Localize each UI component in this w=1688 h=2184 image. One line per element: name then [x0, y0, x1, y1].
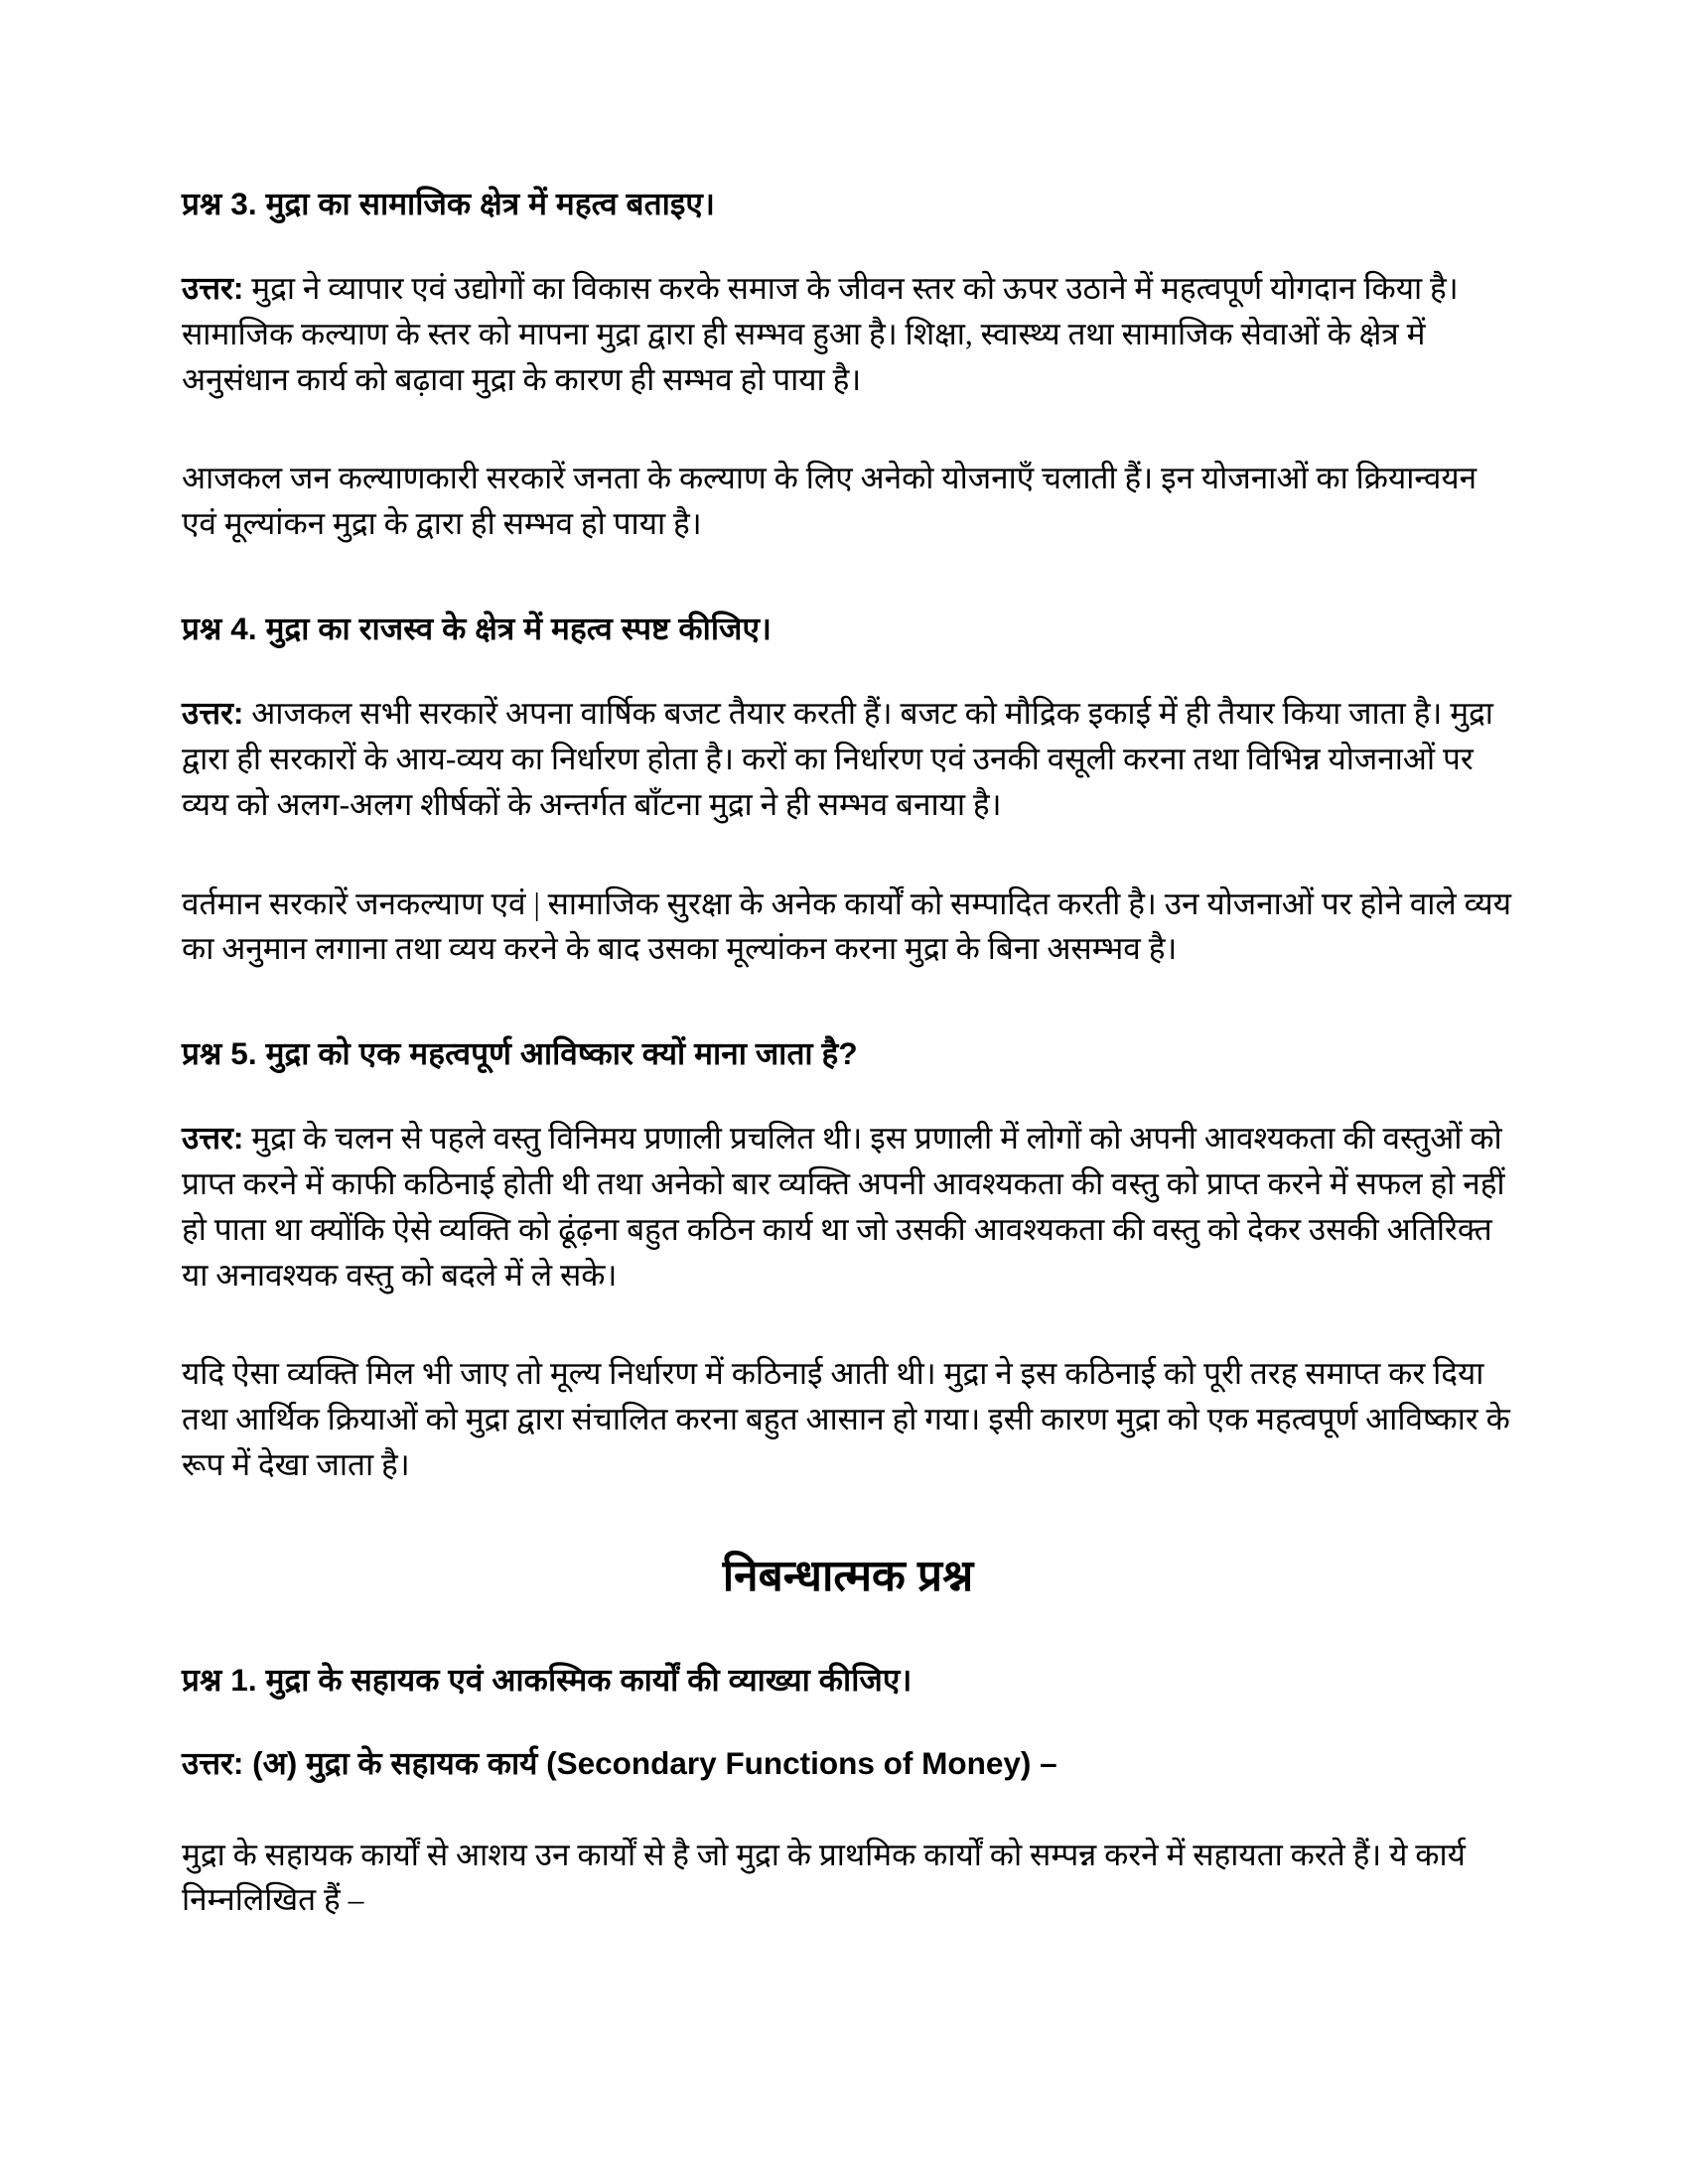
question-3-heading: प्रश्न 3. मुद्रा का सामाजिक क्षेत्र में महत्व बताइए। [182, 186, 715, 221]
answer-label: उत्तर: [182, 1120, 244, 1157]
document-content [182, 184, 1514, 1923]
question-5-heading: प्रश्न 5. मुद्रा को एक महत्वपूर्ण आविष्कार क्यों माना जाता है? [182, 1035, 858, 1072]
essay-question-1-heading: प्रश्न 1. मुद्रा के सहायक एवं आकस्मिक कार्यों की व्याख्या कीजिए। [182, 1662, 913, 1699]
answer-label: उत्तर: [182, 695, 244, 732]
question-4-second-paragraph: वर्तमान सरकारें जनकल्याण एवं | सामाजिक सुरक्षा के अनेक कार्यों को सम्पादित करती है। उन योजनाओं पर होने वाले व्यय का अनुमान लगाना तथा व्यय करने के बाद उसका मूल्यांकन करना मुद्रा के बिना असम्भव है। [182, 886, 1511, 967]
answer-text: मुद्रा ने व्यापार एवं उद्योगों का विकास करके समाज के जीवन स्तर को ऊपर उठाने में महत्वपूर्ण योगदान किया है। सामाजिक कल्याण के स्तर को मापना मुद्रा द्वारा ही सम्भव हुआ है। शिक्षा, स्वास्थ्य तथा सामाजिक सेवाओं के क्षेत्र में अनुसंधान कार्य को बढ़ावा मुद्रा के कारण ही सम्भव हो पाया है। [182, 270, 1459, 397]
question-3-second-paragraph: आजकल जन कल्याणकारी सरकारें जनता के कल्याण के लिए अनेको योजनाएँ चलाती हैं। इन योजनाओं का क्रियान्वयन एवं मूल्यांकन मुद्रा के द्वारा ही सम्भव हो पाया है। [182, 461, 1477, 542]
essay-question-1-answer-line: उत्तर: (अ) मुद्रा के सहायक कार्य (Secondary Functions of Money) – [182, 1745, 1057, 1782]
question-5-second-paragraph: यदि ऐसा व्यक्ति मिल भी जाए तो मूल्य निर्धारण में कठिनाई आती थी। मुद्रा ने इस कठिनाई को पूरी तरह समाप्त कर दिया तथा आर्थिक क्रियाओं को मुद्रा द्वारा संचालित करना बहुत आसान हो गया। इसी कारण मुद्रा को एक महत्वपूर्ण आविष्कार के रूप में देखा जाता है। [182, 1356, 1510, 1483]
question-5-answer-paragraph [182, 1116, 1514, 1297]
essay-question-1-paragraph: मुद्रा के सहायक कार्यों से आशय उन कार्यों से है जो मुद्रा के प्राथमिक कार्यों को सम्पन्न करने में सहायता करते हैं। ये कार्य निम्नलिखित हैं – [182, 1837, 1466, 1918]
answer-text: आजकल सभी सरकारें अपना वार्षिक बजट तैयार करती हैं। बजट को मौद्रिक इकाई में ही तैयार किया जाता है। मुद्रा द्वारा ही सरकारों के आय-व्यय का निर्धारण होता है। करों का निर्धारण एवं उनकी वसूली करना तथा विभिन्न योजनाओं पर व्यय को अलग-अलग शीर्षकों के अन्तर्गत बाँटना मुद्रा ने ही सम्भव बनाया है। [182, 696, 1493, 822]
question-4-heading: प्रश्न 4. मुद्रा का राजस्व के क्षेत्र में महत्व स्पष्ट कीजिए। [182, 611, 773, 647]
answer-text: मुद्रा के चलन से पहले वस्तु विनिमय प्रणाली प्रचलित थी। इस प्रणाली में लोगों को अपनी आवश्यकता की वस्तुओं को प्राप्त करने में काफी कठिनाई होती थी तथा अनेको बार व्यक्ति अपनी आवश्यकता की वस्तु को प्राप्त करने में सफल हो नहीं हो पाता था क्योंकि ऐसे व्यक्ति को ढूंढ़ना बहुत कठिन कार्य था जो उसकी आवश्यकता की वस्तु को देकर उसकी अतिरिक्त या अनावश्यक वस्तु को बदले में ले सके। [182, 1121, 1505, 1293]
section-title-essay-questions: निबन्धात्मक प्रश्न [722, 1551, 974, 1600]
question-3-answer-paragraph [182, 266, 1514, 402]
answer-label: उत्तर: [182, 269, 244, 306]
question-4-answer-paragraph [182, 691, 1514, 827]
